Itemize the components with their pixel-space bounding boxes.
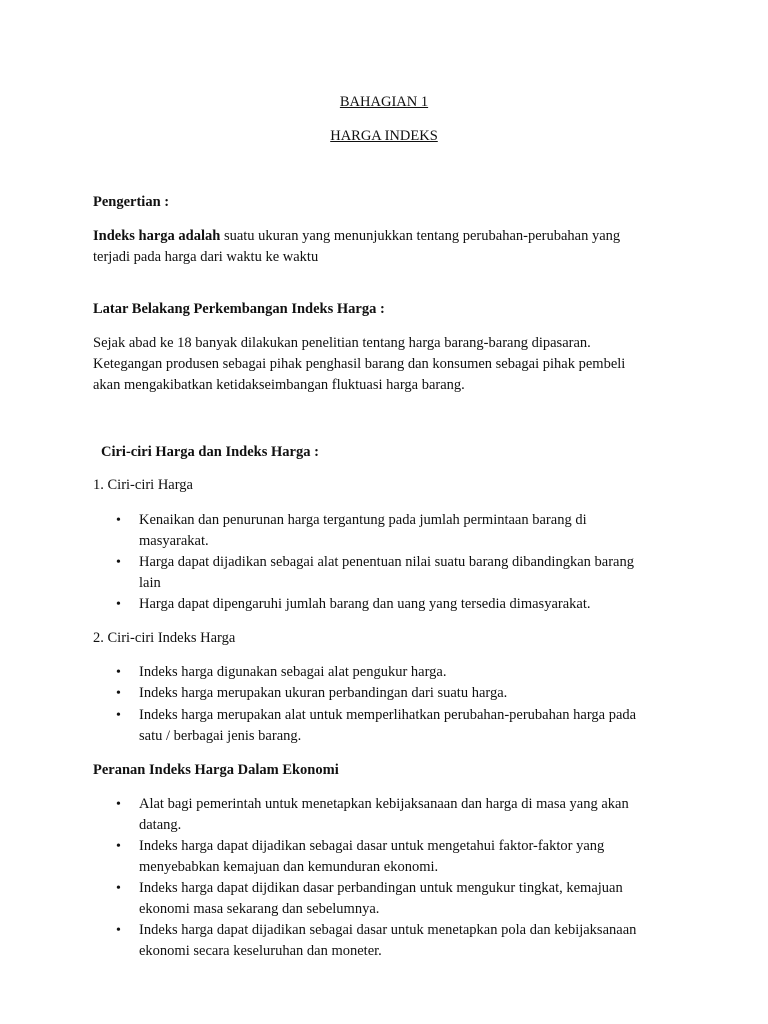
bullet-icon: •	[116, 881, 121, 896]
ciri1-item-2-line-1: Harga dapat dijadikan sebagai alat penentuan nilai suatu barang dibandingkan barang	[139, 554, 634, 570]
ciri2-item-1-line-1: Indeks harga digunakan sebagai alat pengukur harga.	[139, 664, 447, 680]
ciri2-item-3-line-2: satu / berbagai jenis barang.	[139, 728, 302, 744]
bullet-icon: •	[116, 923, 121, 938]
bullet-icon: •	[116, 839, 121, 854]
peranan-item-3-line-2: ekonomi masa sekarang dan sebelumnya.	[139, 901, 380, 917]
peranan-item-1-line-2: datang.	[139, 817, 182, 833]
peranan-item-2-line-2: menyebabkan kemajuan dan kemunduran ekonomi.	[139, 859, 439, 875]
peranan-heading: Peranan Indeks Harga Dalam Ekonomi	[93, 762, 339, 778]
ciri2-heading: 2. Ciri-ciri Indeks Harga	[93, 630, 236, 646]
peranan-item-2-line-1: Indeks harga dapat dijadikan sebagai dasar untuk mengetahui faktor-faktor yang	[139, 838, 605, 854]
page-title: HARGA INDEKS	[330, 128, 438, 144]
definition-text: suatu ukuran yang menunjukkan tentang perubahan-perubahan yang	[220, 228, 621, 244]
bullet-icon: •	[116, 797, 121, 812]
ciri2-item-2-line-1: Indeks harga merupakan ukuran perbandingan dari suatu harga.	[139, 685, 508, 701]
bullet-icon: •	[116, 597, 121, 612]
bullet-icon: •	[116, 555, 121, 570]
peranan-item-1-line-1: Alat bagi pemerintah untuk menetapkan kebijaksanaan dan harga di masa yang akan	[139, 796, 629, 812]
ciri1-item-1-line-1: Kenaikan dan penurunan harga tergantung pada jumlah permintaan barang di	[139, 512, 587, 528]
part-heading: BAHAGIAN 1	[339, 94, 429, 110]
latar-line-2: Ketegangan produsen sebagai pihak penghasil barang dan konsumen sebagai pihak pembeli	[93, 356, 626, 372]
ciri-heading: Ciri-ciri Harga dan Indeks Harga :	[101, 444, 319, 460]
ciri1-item-1-line-2: masyarakat.	[139, 533, 209, 549]
bullet-icon: •	[116, 665, 121, 680]
peranan-item-4-line-2: ekonomi secara keseluruhan dan moneter.	[139, 943, 382, 959]
peranan-item-3-line-1: Indeks harga dapat dijdikan dasar perbandingan untuk mengukur tingkat, kemajuan	[139, 880, 623, 896]
pengertian-heading: Pengertian :	[93, 194, 170, 210]
latar-heading: Latar Belakang Perkembangan Indeks Harga :	[93, 301, 385, 317]
bullet-icon: •	[116, 708, 121, 723]
definition-line-2: terjadi pada harga dari waktu ke waktu	[93, 249, 319, 265]
latar-line-1: Sejak abad ke 18 banyak dilakukan penelitian tentang harga barang-barang dipasaran.	[93, 335, 591, 351]
ciri2-item-3-line-1: Indeks harga merupakan alat untuk memperlihatkan perubahan-perubahan harga pada	[139, 707, 637, 723]
ciri1-heading: 1. Ciri-ciri Harga	[93, 477, 193, 493]
bullet-icon: •	[116, 686, 121, 701]
definition-line-1	[93, 226, 620, 247]
ciri1-item-2-line-2: lain	[139, 575, 161, 591]
latar-line-3: akan mengakibatkan ketidakseimbangan fluktuasi harga barang.	[93, 377, 465, 393]
bullet-icon: •	[116, 513, 121, 528]
ciri1-item-3-line-1: Harga dapat dipengaruhi jumlah barang dan uang yang tersedia dimasyarakat.	[139, 596, 591, 612]
peranan-item-4-line-1: Indeks harga dapat dijadikan sebagai dasar untuk menetapkan pola dan kebijaksanaan	[139, 922, 637, 938]
definition-term: Indeks harga adalah	[93, 228, 221, 244]
